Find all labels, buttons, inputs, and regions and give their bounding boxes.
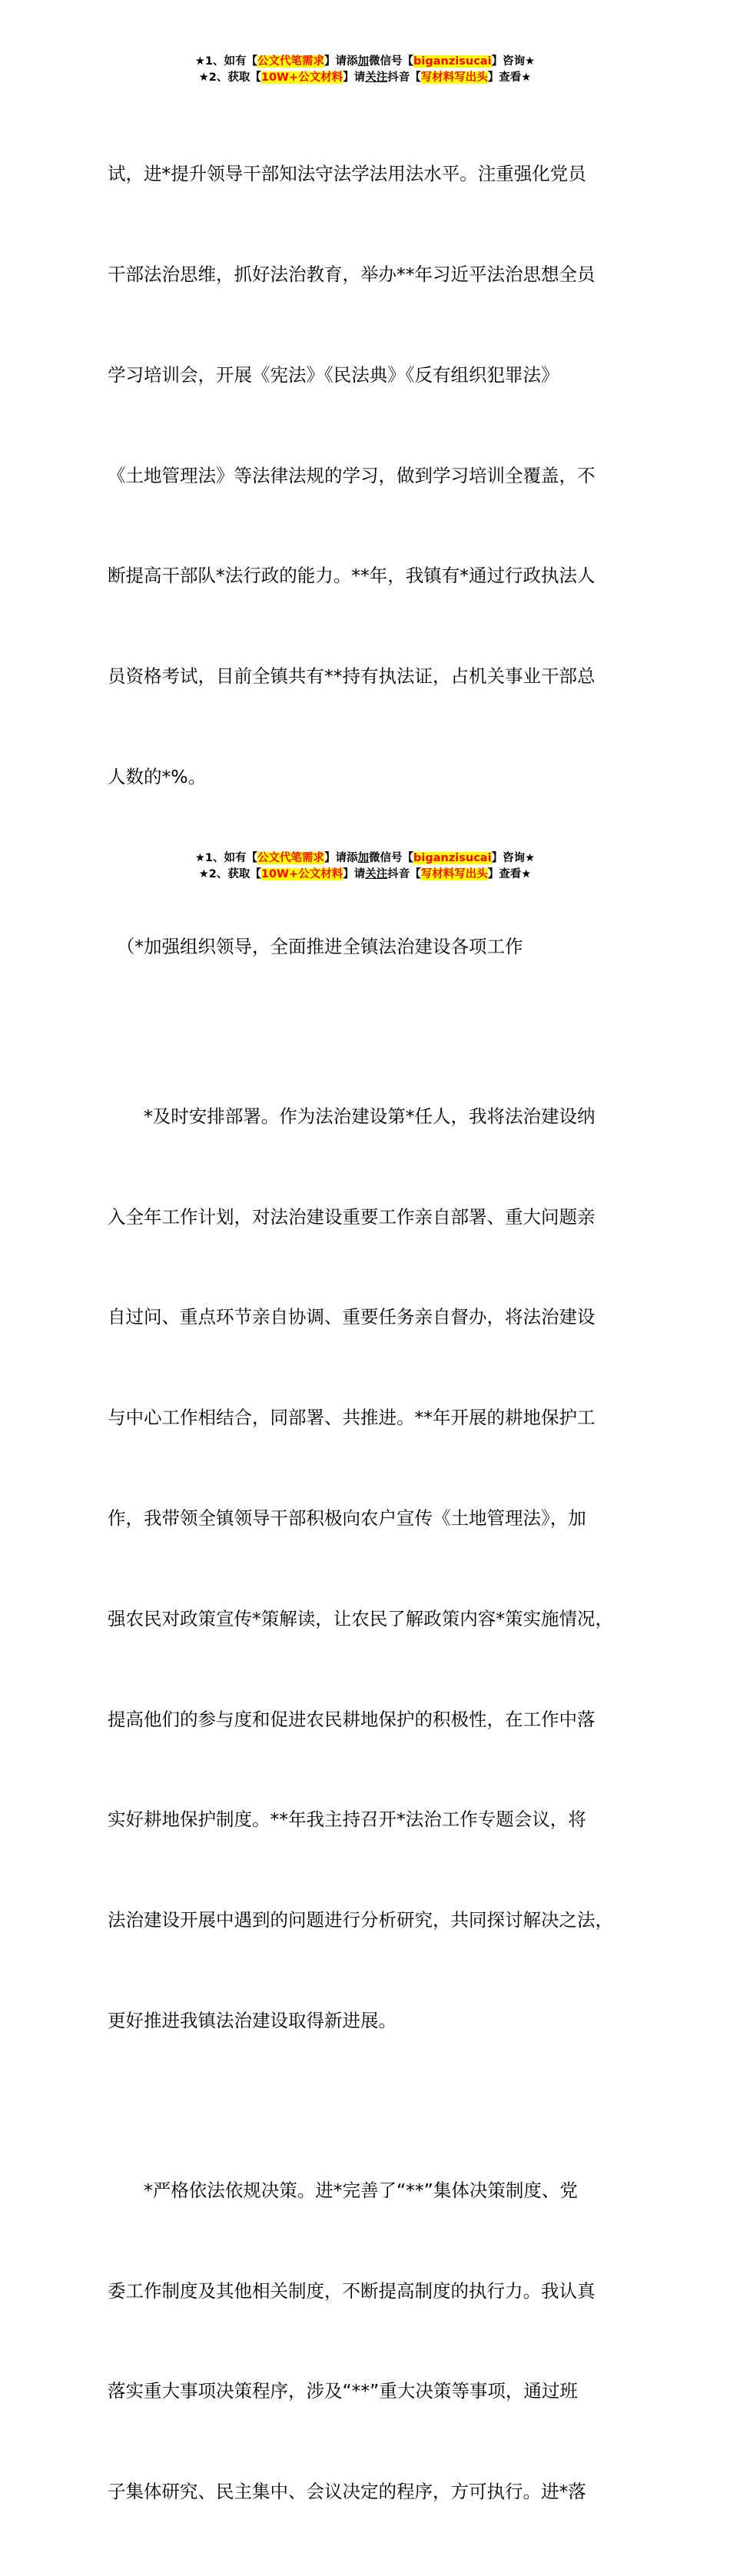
banner-text: 微信号【 (369, 55, 414, 68)
banner-text: 微信号【 (369, 852, 414, 864)
text-line: 与中心工作相结合，同部署、共推进。**年开展的耕地保护工 (108, 1407, 596, 1429)
banner-underlined-text: 加 (357, 55, 370, 68)
banner-text: 】请 (343, 868, 366, 880)
text-line: 提高他们的参与度和促进农民耕地保护的积极性，在工作中落 (108, 1708, 596, 1730)
text-line: 作，我带领全镇领导干部积极向农户宣传《土地管理法》，加 (108, 1507, 586, 1529)
section-heading (108, 864, 638, 1031)
banner-highlight-wechat-id: biganzisucai (413, 852, 492, 864)
text-line: 入全年工作计划，对法治建设重要工作亲自部署、重大问题亲 (108, 1205, 596, 1228)
banner-text: ★2、获取【 (198, 71, 261, 84)
text-line: *严格依法依规决策。进*完善了“**”集体决策制度、党 (108, 2179, 578, 2201)
text-line: 学习培训会，开展《宪法》《民法典》《反有组织犯罪法》 (108, 363, 559, 386)
text-line: 实好耕地保护制度。**年我主持召开*法治工作专题会议，将 (108, 1809, 586, 1831)
banner-highlight: 10W+公文材料 (260, 71, 343, 84)
text-line: 法治建设开展中遇到的问题进行分析研究，共同探讨解决之法， (108, 1909, 613, 1931)
text-line: *及时安排部署。作为法治建设第*任人，我将法治建设纳 (108, 1105, 596, 1127)
paragraph-3 (108, 2107, 638, 2576)
text-line: 员资格考试，目前全镇共有**持有执法证，占机关事业干部总 (108, 665, 596, 688)
banner-text: 】咨询★ (491, 852, 536, 864)
banner-text: ★2、获取【 (198, 868, 261, 880)
document-body (108, 91, 638, 2576)
banner-highlight: 公文代笔需求 (257, 852, 325, 864)
text-line: 更好推进我镇法治建设取得新进展。 (108, 2009, 397, 2031)
banner-highlight-douyin: 写材料写出头 (420, 71, 488, 84)
text-line: 子集体研究、民主集中、会议决定的程序，方可执行。进*落 (108, 2481, 586, 2503)
text-line: 自过问、重点环节亲自协调、重要任务亲自督办，将法治建设 (108, 1306, 596, 1328)
banner-line-2 (0, 70, 730, 86)
banner-text: 】咨询★ (491, 55, 536, 68)
paragraph-2 (108, 1033, 638, 2105)
text-line: 《土地管理法》等法律法规的学习，做到学习培训全覆盖，不 (108, 464, 596, 486)
banner-line-1 (0, 850, 730, 867)
text-line: 强农民对政策宣传*策解读，让农民了解政策内容*策实施情况， (108, 1607, 613, 1629)
banner-text: 抖音【 (387, 868, 421, 880)
banner-highlight: 10W+公文材料 (260, 868, 343, 880)
paragraph-1 (108, 91, 638, 861)
banner-text: ★1、如有【 (194, 55, 258, 68)
text-line: 断提高干部队*法行政的能力。**年，我镇有*通过行政执法人 (108, 565, 596, 587)
text-line: 落实重大事项决策程序，涉及“**”重大决策等事项，通过班 (108, 2380, 578, 2402)
banner-highlight-wechat-id: biganzisucai (413, 55, 492, 68)
banner-text: ★1、如有【 (194, 852, 258, 864)
banner-text: 】查看★ (487, 868, 532, 880)
banner-highlight-douyin: 写材料写出头 (420, 868, 488, 880)
banner-highlight: 公文代笔需求 (257, 55, 325, 68)
banner-text: 】请添 (324, 852, 358, 864)
banner-text: 】查看★ (487, 71, 532, 84)
footer-banner (0, 850, 730, 883)
banner-underlined-text: 关注 (365, 868, 388, 880)
banner-underlined-text: 关注 (365, 71, 388, 84)
banner-text: 】请添 (324, 55, 358, 68)
header-banner (0, 54, 730, 86)
banner-text: 】请 (343, 71, 366, 84)
text-line: 试，进*提升领导干部知法守法学法用法水平。注重强化党员 (108, 163, 586, 185)
text-line: 干部法治思维，抓好法治教育，举办**年习近平法治思想全员 (108, 263, 596, 285)
text-line: （*加强组织领导，全面推进全镇法治建设各项工作 (108, 935, 523, 957)
banner-line-2 (0, 867, 730, 883)
banner-line-1 (0, 54, 730, 70)
text-line: 人数的*%。 (108, 765, 207, 787)
banner-underlined-text: 加 (357, 852, 370, 864)
text-line: 委工作制度及其他相关制度，不断提高制度的执行力。我认真 (108, 2279, 596, 2302)
banner-text: 抖音【 (387, 71, 421, 84)
